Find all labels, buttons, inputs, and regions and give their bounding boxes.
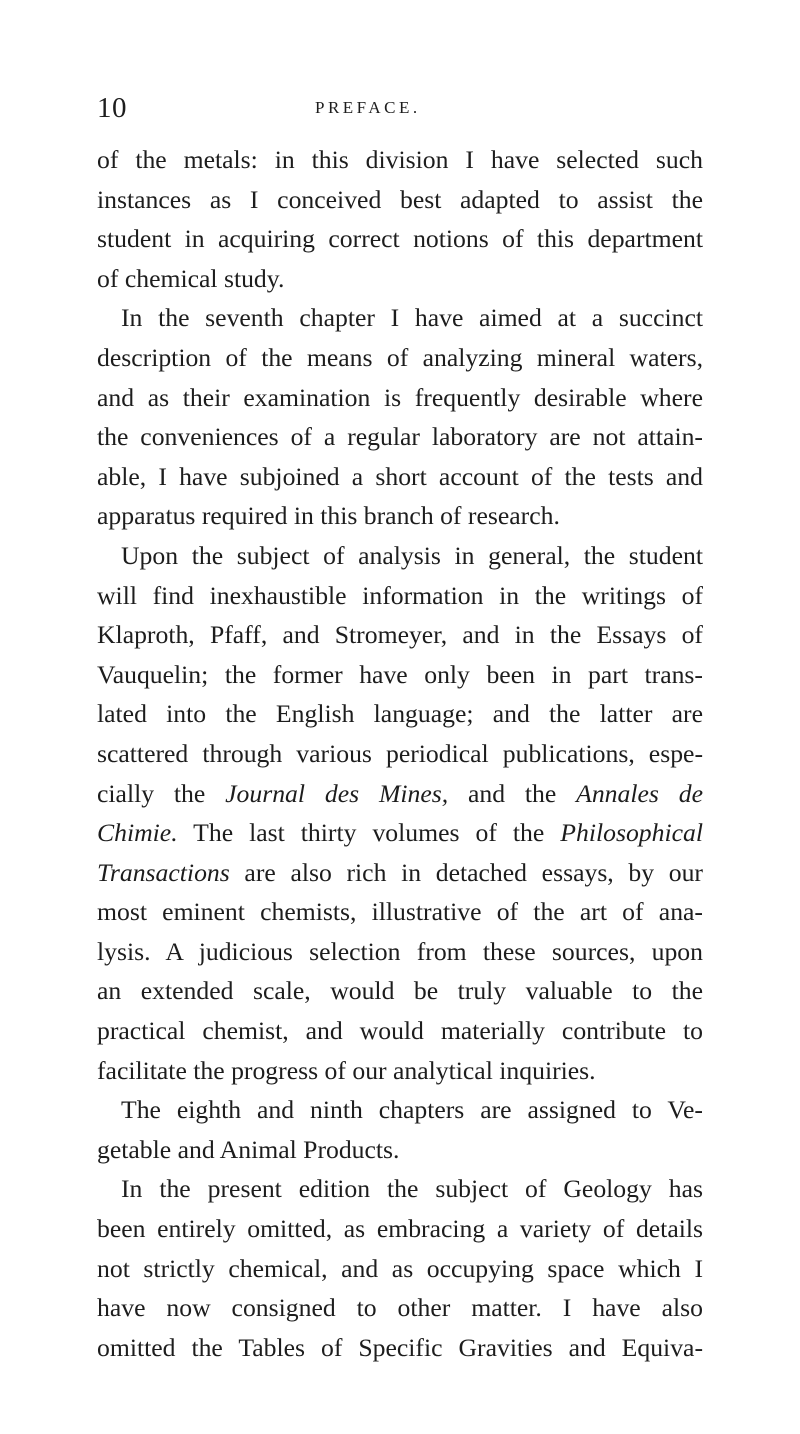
running-title: PREFACE. — [315, 98, 421, 117]
text-line: cially the Journal des Mines, and the Annales de — [97, 778, 703, 808]
text-line: Upon the subject of analysis in general, the student — [121, 540, 703, 570]
text-line: facilitate the progress of our analytical inquiries. — [97, 1055, 596, 1085]
text-line: In the seventh chapter I have aimed at a succinct — [121, 303, 703, 333]
text-line: Chimie. The last thirty volumes of the Philosophical — [97, 818, 703, 848]
text-line: of chemical study. — [97, 263, 285, 293]
text-line: been entirely omitted, as embracing a variety of details — [97, 1214, 703, 1244]
text-line: student in acquiring correct notions of this department — [97, 224, 703, 254]
journal-title: Chimie. — [97, 818, 178, 848]
page-number: 10 — [97, 92, 127, 124]
journal-title: Transactions — [97, 857, 230, 887]
text-line: Transactions are also rich in detached essays, by our — [97, 857, 703, 887]
text-line: practical chemist, and would materially contribute to — [97, 1016, 703, 1046]
text-line: Vauquelin; the former have only been in part trans- — [97, 659, 703, 689]
text-line: the conveniences of a regular laboratory are not attain- — [97, 422, 703, 452]
text-line: lated into the English language; and the latter are — [97, 699, 703, 729]
text-line: of the metals: in this division I have selected such — [97, 145, 703, 174]
text-line: have now consigned to other matter. I have also — [97, 1293, 703, 1323]
text-line: Klaproth, Pfaff, and Stromeyer, and in the Essays of — [97, 620, 703, 650]
text-line: lysis. A judicious selection from these sources, upon — [97, 936, 703, 966]
journal-title: Philosophical — [560, 818, 703, 848]
journal-title: Journal des Mines, — [225, 778, 449, 808]
text-line: able, I have subjoined a short account of the tests and — [97, 461, 703, 491]
text-line: instances as I conceived best adapted to assist the — [97, 184, 703, 214]
body-text — [97, 140, 703, 1367]
text-line: an extended scale, would be truly valuable to the — [97, 976, 703, 1006]
journal-title: Annales de — [576, 778, 703, 808]
text-line: and as their examination is frequently desirable where — [97, 382, 703, 412]
text-line: omitted the Tables of Specific Gravities and Equiva- — [97, 1332, 703, 1362]
text-line: not strictly chemical, and as occupying space which I — [97, 1253, 703, 1283]
text-line: The eighth and ninth chapters are assigned to Ve- — [121, 1095, 703, 1125]
text-line: getable and Animal Products. — [97, 1134, 400, 1164]
text-line: In the present edition the subject of Geology has — [121, 1174, 703, 1204]
text-line: most eminent chemists, illustrative of the art of ana- — [97, 897, 703, 927]
text-line: apparatus required in this branch of research. — [97, 501, 560, 531]
text-line: will find inexhaustible information in the writings of — [97, 580, 703, 610]
text-line: description of the means of analyzing mineral waters, — [97, 342, 703, 372]
text-line: scattered through various periodical publications, espe- — [97, 738, 703, 768]
